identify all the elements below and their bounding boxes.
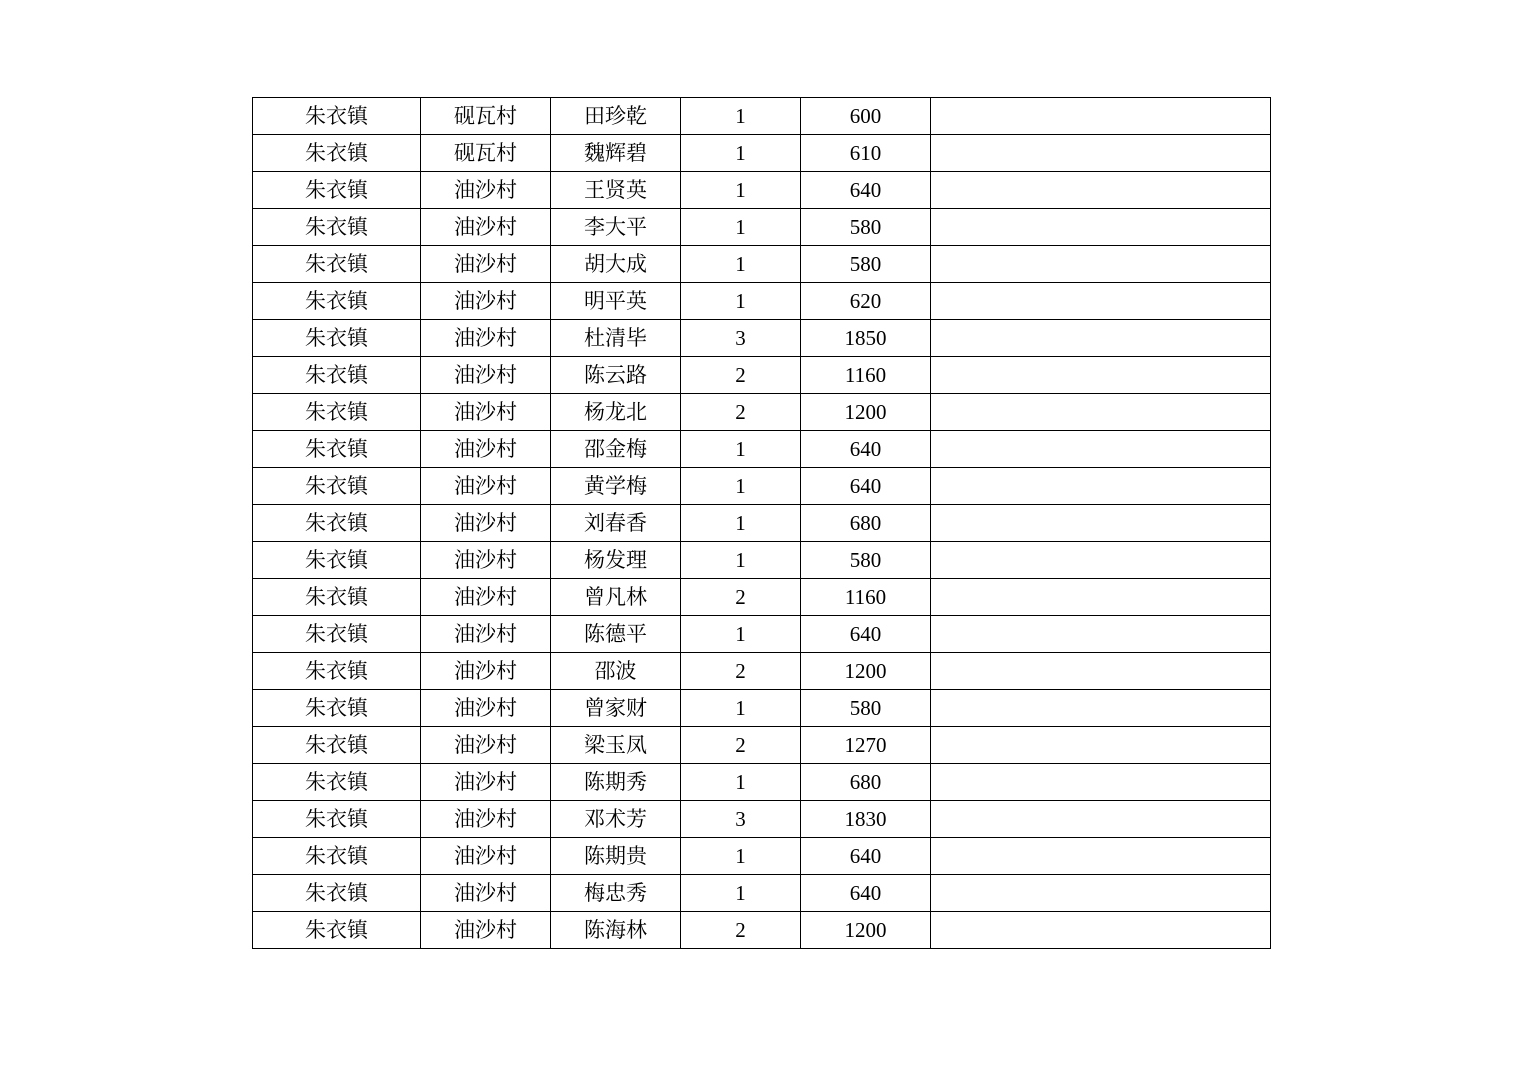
cell-count: 1	[681, 431, 801, 468]
cell-amount: 640	[801, 875, 931, 912]
cell-name: 陈期贵	[551, 838, 681, 875]
cell-amount: 1200	[801, 394, 931, 431]
cell-count: 1	[681, 468, 801, 505]
cell-amount: 1160	[801, 579, 931, 616]
cell-amount: 1200	[801, 653, 931, 690]
cell-count: 1	[681, 283, 801, 320]
cell-count: 3	[681, 320, 801, 357]
cell-note	[931, 616, 1271, 653]
cell-amount: 680	[801, 505, 931, 542]
table-row	[253, 505, 1271, 542]
cell-amount: 580	[801, 246, 931, 283]
cell-amount: 1830	[801, 801, 931, 838]
cell-village: 油沙村	[421, 172, 551, 209]
table-row	[253, 431, 1271, 468]
cell-town: 朱衣镇	[253, 579, 421, 616]
cell-village: 油沙村	[421, 690, 551, 727]
cell-village: 砚瓦村	[421, 135, 551, 172]
cell-town: 朱衣镇	[253, 690, 421, 727]
cell-town: 朱衣镇	[253, 616, 421, 653]
cell-name: 陈海林	[551, 912, 681, 949]
cell-amount: 1200	[801, 912, 931, 949]
cell-note	[931, 246, 1271, 283]
cell-count: 1	[681, 172, 801, 209]
cell-name: 李大平	[551, 209, 681, 246]
cell-name: 田珍乾	[551, 98, 681, 135]
table-row	[253, 357, 1271, 394]
table-row	[253, 394, 1271, 431]
cell-count: 1	[681, 838, 801, 875]
cell-note	[931, 357, 1271, 394]
cell-count: 2	[681, 912, 801, 949]
cell-note	[931, 838, 1271, 875]
cell-count: 1	[681, 505, 801, 542]
table-row	[253, 172, 1271, 209]
cell-name: 梅忠秀	[551, 875, 681, 912]
cell-village: 油沙村	[421, 801, 551, 838]
cell-name: 邵波	[551, 653, 681, 690]
cell-name: 杨龙北	[551, 394, 681, 431]
cell-amount: 620	[801, 283, 931, 320]
cell-note	[931, 394, 1271, 431]
table-row	[253, 209, 1271, 246]
table-row	[253, 320, 1271, 357]
cell-count: 1	[681, 875, 801, 912]
cell-count: 2	[681, 727, 801, 764]
cell-amount: 1160	[801, 357, 931, 394]
table-row	[253, 246, 1271, 283]
cell-count: 1	[681, 542, 801, 579]
cell-name: 黄学梅	[551, 468, 681, 505]
cell-note	[931, 505, 1271, 542]
cell-village: 砚瓦村	[421, 98, 551, 135]
cell-note	[931, 579, 1271, 616]
cell-note	[931, 764, 1271, 801]
cell-name: 魏辉碧	[551, 135, 681, 172]
cell-town: 朱衣镇	[253, 209, 421, 246]
cell-name: 明平英	[551, 283, 681, 320]
cell-name: 王贤英	[551, 172, 681, 209]
cell-name: 杨发理	[551, 542, 681, 579]
cell-town: 朱衣镇	[253, 838, 421, 875]
cell-amount: 640	[801, 616, 931, 653]
cell-town: 朱衣镇	[253, 246, 421, 283]
cell-village: 油沙村	[421, 579, 551, 616]
cell-town: 朱衣镇	[253, 542, 421, 579]
cell-name: 邓术芳	[551, 801, 681, 838]
cell-amount: 640	[801, 172, 931, 209]
cell-town: 朱衣镇	[253, 431, 421, 468]
table-row	[253, 912, 1271, 949]
cell-count: 1	[681, 690, 801, 727]
cell-name: 梁玉凤	[551, 727, 681, 764]
cell-village: 油沙村	[421, 727, 551, 764]
cell-name: 陈云路	[551, 357, 681, 394]
cell-count: 2	[681, 394, 801, 431]
cell-town: 朱衣镇	[253, 801, 421, 838]
cell-village: 油沙村	[421, 394, 551, 431]
cell-town: 朱衣镇	[253, 764, 421, 801]
cell-town: 朱衣镇	[253, 394, 421, 431]
cell-town: 朱衣镇	[253, 505, 421, 542]
cell-amount: 580	[801, 209, 931, 246]
cell-village: 油沙村	[421, 283, 551, 320]
cell-village: 油沙村	[421, 838, 551, 875]
cell-village: 油沙村	[421, 246, 551, 283]
cell-note	[931, 912, 1271, 949]
table-row	[253, 875, 1271, 912]
cell-amount: 1850	[801, 320, 931, 357]
cell-count: 1	[681, 246, 801, 283]
cell-amount: 640	[801, 468, 931, 505]
cell-village: 油沙村	[421, 468, 551, 505]
cell-amount: 580	[801, 690, 931, 727]
cell-note	[931, 468, 1271, 505]
table-row	[253, 135, 1271, 172]
cell-count: 1	[681, 98, 801, 135]
cell-amount: 580	[801, 542, 931, 579]
cell-note	[931, 209, 1271, 246]
table-row	[253, 616, 1271, 653]
cell-village: 油沙村	[421, 357, 551, 394]
cell-count: 3	[681, 801, 801, 838]
cell-note	[931, 542, 1271, 579]
cell-count: 1	[681, 764, 801, 801]
cell-note	[931, 727, 1271, 764]
cell-town: 朱衣镇	[253, 320, 421, 357]
table-container	[252, 97, 1270, 949]
cell-name: 邵金梅	[551, 431, 681, 468]
cell-count: 1	[681, 616, 801, 653]
cell-town: 朱衣镇	[253, 727, 421, 764]
cell-village: 油沙村	[421, 542, 551, 579]
cell-name: 陈德平	[551, 616, 681, 653]
table-row	[253, 468, 1271, 505]
cell-note	[931, 875, 1271, 912]
cell-village: 油沙村	[421, 505, 551, 542]
cell-count: 2	[681, 579, 801, 616]
cell-village: 油沙村	[421, 320, 551, 357]
cell-village: 油沙村	[421, 653, 551, 690]
cell-note	[931, 801, 1271, 838]
cell-name: 杜清毕	[551, 320, 681, 357]
table-row	[253, 579, 1271, 616]
cell-name: 曾家财	[551, 690, 681, 727]
table-row	[253, 838, 1271, 875]
cell-amount: 640	[801, 431, 931, 468]
cell-village: 油沙村	[421, 209, 551, 246]
cell-count: 1	[681, 209, 801, 246]
cell-count: 2	[681, 357, 801, 394]
cell-town: 朱衣镇	[253, 357, 421, 394]
cell-village: 油沙村	[421, 764, 551, 801]
cell-village: 油沙村	[421, 912, 551, 949]
cell-note	[931, 283, 1271, 320]
table-row	[253, 690, 1271, 727]
cell-town: 朱衣镇	[253, 653, 421, 690]
cell-note	[931, 653, 1271, 690]
table-row	[253, 283, 1271, 320]
cell-town: 朱衣镇	[253, 98, 421, 135]
cell-note	[931, 690, 1271, 727]
cell-amount: 600	[801, 98, 931, 135]
cell-note	[931, 135, 1271, 172]
cell-amount: 640	[801, 838, 931, 875]
table-body	[253, 98, 1271, 949]
cell-note	[931, 98, 1271, 135]
cell-note	[931, 431, 1271, 468]
table-row	[253, 653, 1271, 690]
table-row	[253, 727, 1271, 764]
cell-village: 油沙村	[421, 616, 551, 653]
cell-village: 油沙村	[421, 431, 551, 468]
table-row	[253, 764, 1271, 801]
cell-count: 2	[681, 653, 801, 690]
cell-town: 朱衣镇	[253, 283, 421, 320]
cell-count: 1	[681, 135, 801, 172]
cell-note	[931, 320, 1271, 357]
cell-name: 胡大成	[551, 246, 681, 283]
cell-town: 朱衣镇	[253, 468, 421, 505]
table-row	[253, 542, 1271, 579]
cell-town: 朱衣镇	[253, 875, 421, 912]
table-row	[253, 801, 1271, 838]
cell-village: 油沙村	[421, 875, 551, 912]
cell-name: 曾凡林	[551, 579, 681, 616]
cell-town: 朱衣镇	[253, 912, 421, 949]
cell-town: 朱衣镇	[253, 135, 421, 172]
subsidy-table	[252, 97, 1271, 949]
table-row	[253, 98, 1271, 135]
cell-name: 陈期秀	[551, 764, 681, 801]
cell-amount: 680	[801, 764, 931, 801]
cell-town: 朱衣镇	[253, 172, 421, 209]
cell-amount: 610	[801, 135, 931, 172]
cell-note	[931, 172, 1271, 209]
cell-amount: 1270	[801, 727, 931, 764]
cell-name: 刘春香	[551, 505, 681, 542]
